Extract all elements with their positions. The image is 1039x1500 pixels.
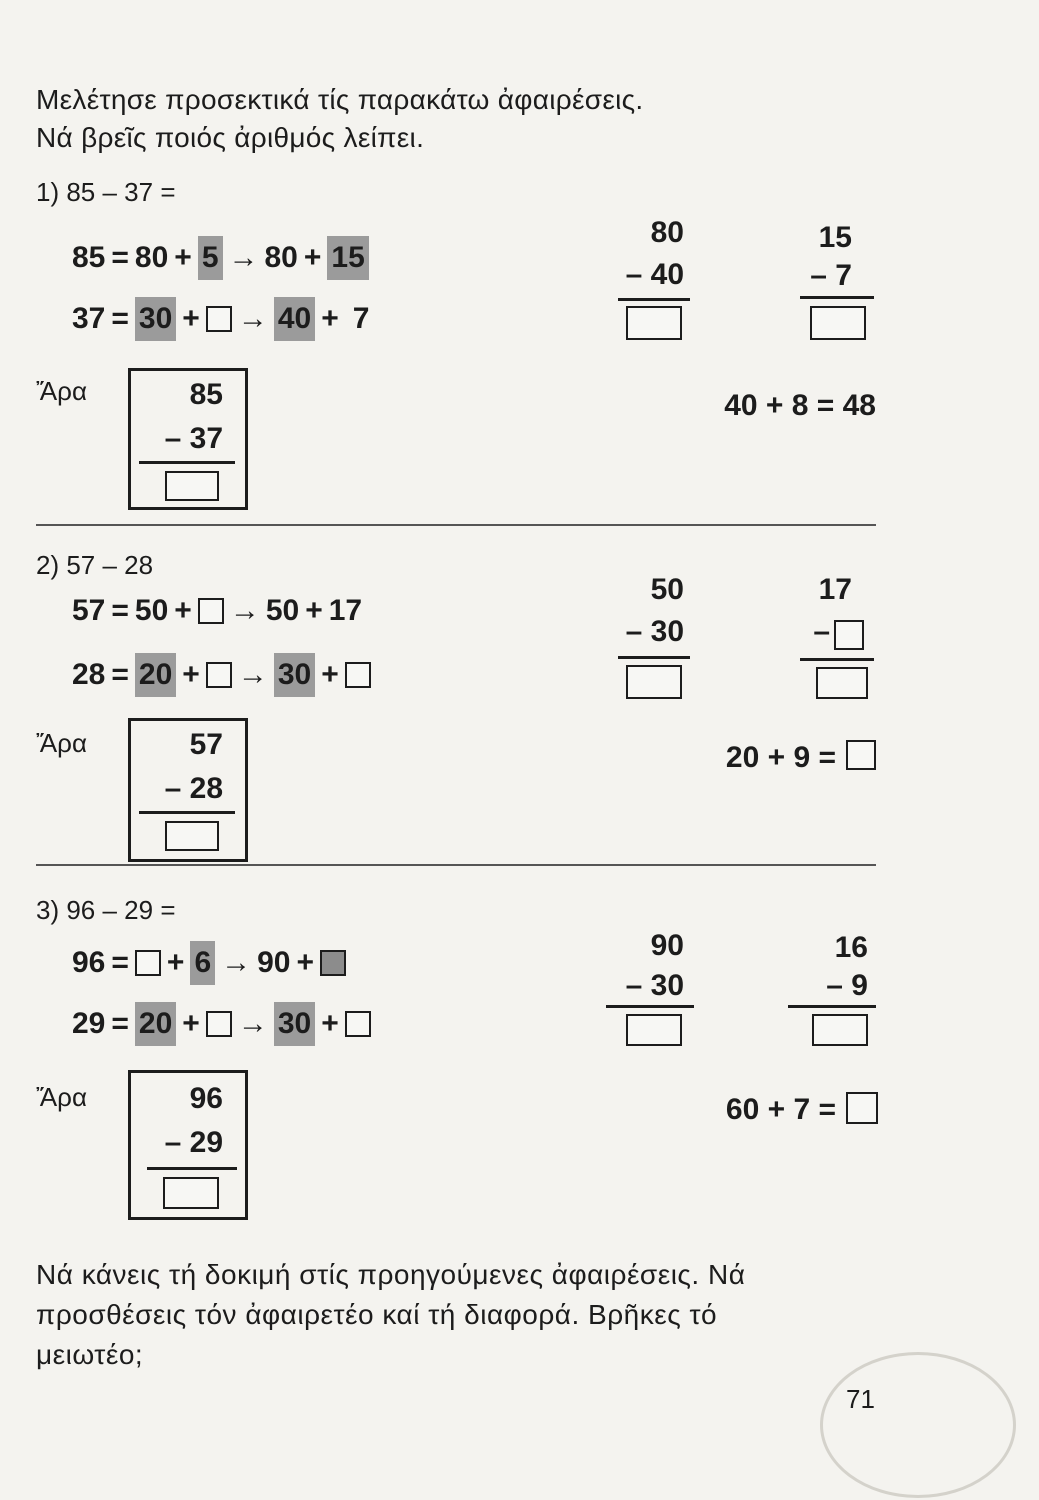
ara-label: Ἄρα — [36, 376, 87, 406]
p3-box-bottom: – 29 — [164, 1126, 223, 1159]
blank-box[interactable] — [345, 1011, 371, 1037]
p2-r1-b: 50 — [134, 594, 169, 628]
problem-3-row-1: 96 = + 6 → 90 + — [72, 940, 346, 984]
p1-r2-b: 30 — [135, 297, 176, 341]
p2-col1-rule — [618, 656, 690, 659]
answer-box[interactable] — [163, 1177, 219, 1209]
bottom-text-line-2: προσθέσεις τόν ἀφαιρετέο καί τή διαφορά. Βρῆκες τό — [36, 1299, 718, 1330]
blank-box[interactable] — [834, 620, 864, 650]
answer-box[interactable] — [626, 306, 682, 340]
problem-1-row-2: 37 = 30 + → 40 + 7 — [72, 296, 369, 340]
problem-2-row-1: 57 = 50 + → 50 + 17 — [72, 588, 362, 632]
blank-box[interactable] — [846, 1092, 878, 1124]
problem-1-row-1: 85 = 80 + 5 → 80 + 15 — [72, 235, 369, 279]
problem-3-title: 3) 96 – 29 = — [36, 895, 176, 925]
p2-col1-bottom: – 30 — [625, 615, 684, 648]
p2-col2-top: 17 — [818, 573, 852, 606]
p1-col1-bottom: – 40 — [625, 258, 684, 291]
section-divider — [36, 524, 876, 526]
p1-r1-c: 5 — [198, 236, 223, 280]
p2-r1-a: 57 — [72, 594, 106, 628]
p3-sum: 60 + 7 = — [725, 1093, 836, 1126]
p2-box-rule — [139, 811, 235, 814]
p3-col1-rule — [606, 1005, 694, 1008]
p2-r2-b: 20 — [135, 653, 176, 697]
p2-box-top: 57 — [189, 728, 223, 761]
ara-label: Ἄρα — [36, 728, 87, 758]
blank-box[interactable] — [320, 950, 346, 976]
problem-2-vertical-box — [128, 718, 248, 862]
p2-r2-a: 28 — [72, 658, 106, 692]
p2-col2-bottom: – — [813, 615, 830, 648]
answer-box[interactable] — [626, 665, 682, 699]
blank-box[interactable] — [206, 662, 232, 688]
p1-box-rule — [139, 461, 235, 464]
answer-box[interactable] — [165, 821, 219, 851]
blank-box[interactable] — [345, 662, 371, 688]
p1-box-bottom: – 37 — [164, 422, 223, 455]
bottom-text-line-3: μειωτέο; — [36, 1339, 144, 1370]
p1-r1-a: 85 — [72, 241, 106, 275]
p3-r1-d: 90 — [257, 946, 291, 980]
p3-col1-top: 90 — [650, 929, 684, 962]
library-stamp-seal — [820, 1352, 1016, 1498]
ara-label: Ἄρα — [36, 1082, 87, 1112]
answer-box[interactable] — [816, 667, 868, 699]
blank-box[interactable] — [135, 950, 161, 976]
p1-r1-d: 80 — [264, 241, 298, 275]
p3-r1-c: 6 — [190, 941, 215, 985]
problem-2-title: 2) 57 – 28 — [36, 550, 154, 580]
problem-1-title: 1) 85 – 37 = — [36, 177, 176, 207]
p2-sum: 20 + 9 = — [725, 741, 836, 774]
p1-r2-a: 37 — [72, 302, 106, 336]
blank-box[interactable] — [206, 1011, 232, 1037]
problem-3-vertical-box — [128, 1070, 248, 1220]
blank-box[interactable] — [206, 306, 232, 332]
page-number: 71 — [846, 1384, 875, 1414]
p1-box-top: 85 — [189, 378, 223, 411]
answer-box[interactable] — [812, 1014, 868, 1046]
answer-box[interactable] — [165, 471, 219, 501]
p2-r1-e: 17 — [328, 594, 363, 628]
p3-box-top: 96 — [189, 1082, 223, 1115]
p2-box-bottom: – 28 — [164, 772, 223, 805]
p1-col2-bottom: – 7 — [810, 259, 852, 292]
p3-r2-d: 30 — [274, 1002, 315, 1046]
p1-col2-top: 15 — [818, 221, 852, 254]
p3-r2-a: 29 — [72, 1007, 106, 1041]
intro-line-2: Νά βρεῖς ποιός ἀριθμός λείπει. — [36, 122, 425, 153]
bottom-text-line-1: Νά κάνεις τή δοκιμή στίς προηγούμενες ἀφαιρέσεις. Νά — [36, 1259, 746, 1290]
p3-col1-bottom: – 30 — [625, 969, 684, 1002]
p1-col2-rule — [800, 296, 874, 299]
p1-r1-e: 15 — [327, 236, 368, 280]
answer-box[interactable] — [810, 306, 866, 340]
problem-1-vertical-box — [128, 368, 248, 510]
p1-r1-b: 80 — [134, 241, 169, 275]
p1-col1-top: 80 — [650, 216, 684, 249]
p2-col2-rule — [800, 658, 874, 661]
p3-col2-bottom: – 9 — [826, 969, 868, 1002]
blank-box[interactable] — [846, 740, 876, 770]
p2-col1-top: 50 — [650, 573, 684, 606]
answer-box[interactable] — [626, 1014, 682, 1046]
p3-r1-a: 96 — [72, 946, 106, 980]
p1-col1-rule — [618, 298, 690, 301]
p3-col2-top: 16 — [834, 931, 868, 964]
p1-r2-d: 40 — [274, 297, 315, 341]
problem-2-row-2: 28 = 20 + → 30 + — [72, 652, 371, 696]
p3-box-rule — [147, 1167, 237, 1170]
p3-r2-b: 20 — [135, 1002, 176, 1046]
p2-r2-d: 30 — [274, 653, 315, 697]
problem-3-row-2: 29 = 20 + → 30 + — [72, 1001, 371, 1045]
p2-r1-d: 50 — [265, 594, 300, 628]
blank-box[interactable] — [198, 598, 224, 624]
intro-line-1: Μελέτησε προσεκτικά τίς παρακάτω ἀφαιρέσεις. — [36, 84, 644, 115]
p1-sum: 40 + 8 = 48 — [724, 389, 876, 422]
section-divider — [36, 864, 876, 866]
p1-r2-e: 7 — [352, 302, 370, 336]
p3-col2-rule — [788, 1005, 876, 1008]
